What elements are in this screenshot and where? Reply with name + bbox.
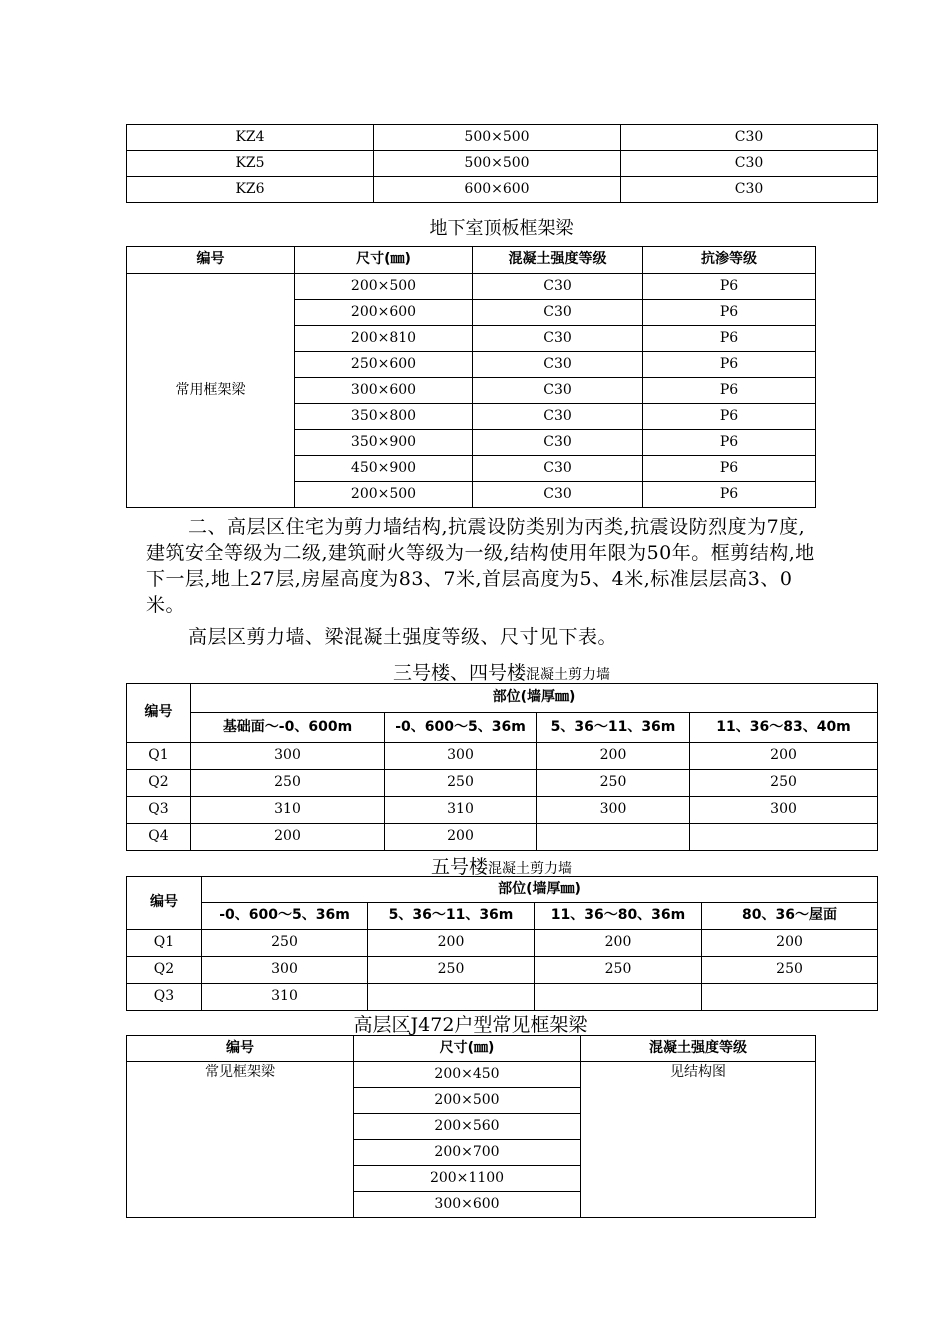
paragraph-text: 二、高层区住宅为剪力墙结构,抗震设防类别为丙类,抗震设防烈度为7度,建筑安全等级为二级,建筑耐火等级为一级,结构使用年限为50年。框剪结构,地下一层,地上27层,房屋高度为83、7米,首层高度为5、4米,标准层层高3、0米。: [146, 516, 815, 616]
table-cell: 300×600: [354, 1192, 581, 1218]
table-cell: 250: [368, 957, 535, 984]
table-cell: 200: [702, 930, 878, 957]
table-cell: 350×900: [295, 430, 473, 456]
table-cell: C30: [621, 177, 878, 203]
table-cell: 350×800: [295, 404, 473, 430]
table-cell: 310: [385, 797, 537, 824]
table-cell: P6: [643, 326, 816, 352]
table-cell: [535, 984, 702, 1011]
table-row: [127, 797, 878, 824]
table-cell: C30: [473, 300, 643, 326]
table-cell: P6: [643, 482, 816, 508]
table-cell: 200×500: [354, 1088, 581, 1114]
table-cell: 300: [385, 743, 537, 770]
table-header-row: [127, 684, 878, 713]
basement-beam-caption: 地下室顶板框架梁: [429, 218, 574, 239]
table-cell: 250: [191, 770, 385, 797]
j472-beam-table: [126, 1035, 816, 1218]
building5-caption: [126, 852, 877, 879]
column-header: 混凝土强度等级: [581, 1036, 816, 1062]
table-cell: 200×560: [354, 1114, 581, 1140]
table-cell: C30: [473, 378, 643, 404]
table-cell: 200: [535, 930, 702, 957]
table-header-row: [127, 247, 816, 274]
table-cell: 200: [537, 743, 690, 770]
j472-caption: 高层区J472户型常见框架梁: [353, 1014, 588, 1036]
table-cell: 600×600: [374, 177, 621, 203]
column-header: 混凝土强度等级: [473, 247, 643, 274]
table-cell: C30: [621, 151, 878, 177]
table-cell: C30: [473, 352, 643, 378]
table-cell: C30: [473, 456, 643, 482]
table-cell: C30: [473, 274, 643, 300]
table-cell: P6: [643, 378, 816, 404]
structure-description-paragraph: [146, 514, 816, 618]
caption-main: 三号楼、四号楼: [392, 662, 526, 684]
table-cell: 200×500: [295, 482, 473, 508]
table-cell: C30: [473, 430, 643, 456]
table-cell: 200×810: [295, 326, 473, 352]
caption-small: 混凝土剪力墙: [488, 861, 572, 877]
caption-main: 五号楼: [430, 856, 488, 878]
table-cell: 200: [368, 930, 535, 957]
table-cell: KZ6: [127, 177, 374, 203]
table-cell: 300: [690, 797, 878, 824]
table-row: [127, 984, 878, 1011]
table-header-row: [127, 903, 878, 930]
table-cell: Q1: [127, 930, 202, 957]
table-cell: 300: [202, 957, 368, 984]
column-header: 编号: [127, 247, 295, 274]
column-header: 尺寸(㎜): [354, 1036, 581, 1062]
table-cell: Q3: [127, 984, 202, 1011]
column-header: 5、36～11、36m: [537, 713, 690, 743]
table-cell: Q2: [127, 957, 202, 984]
table-cell: 500×500: [374, 125, 621, 151]
table-cell: C30: [473, 326, 643, 352]
basement-beam-table: [126, 246, 816, 508]
table-cell: 310: [191, 797, 385, 824]
table-row: [127, 930, 878, 957]
table-cell: 200×700: [354, 1140, 581, 1166]
group-label-cell: 常用框架梁: [127, 274, 295, 508]
column-header: 5、36～11、36m: [368, 903, 535, 930]
table-cell: Q4: [127, 824, 191, 851]
table-cell: [702, 984, 878, 1011]
table-cell: 300: [537, 797, 690, 824]
table-cell: 200×450: [354, 1062, 581, 1088]
table-cell: 450×900: [295, 456, 473, 482]
building34-wall-table: [126, 683, 878, 851]
table-cell: KZ5: [127, 151, 374, 177]
table-cell: 250: [690, 770, 878, 797]
kz-column-table: [126, 124, 878, 203]
table-header-row: [127, 713, 878, 743]
table-cell: P6: [643, 274, 816, 300]
table-cell: P6: [643, 430, 816, 456]
table-row: [127, 125, 878, 151]
paragraph-text: 高层区剪力墙、梁混凝土强度等级、尺寸见下表。: [188, 626, 618, 648]
group-header: 部位(墙厚㎜): [191, 684, 878, 713]
table-cell: P6: [643, 456, 816, 482]
table-cell: [537, 824, 690, 851]
column-header: -0、600～5、36m: [202, 903, 368, 930]
table-cell: Q3: [127, 797, 191, 824]
table-cell: 250: [702, 957, 878, 984]
column-header: 编号: [127, 684, 191, 743]
table-row: [127, 957, 878, 984]
table-cell: 200: [385, 824, 537, 851]
table-cell: 200×600: [295, 300, 473, 326]
table-cell: C30: [621, 125, 878, 151]
table-cell: 250: [537, 770, 690, 797]
group-header: 部位(墙厚㎜): [202, 877, 878, 903]
table-header-row: [127, 1036, 816, 1062]
column-header: 80、36～屋面: [702, 903, 878, 930]
building34-caption: [126, 658, 877, 685]
table-cell: P6: [643, 300, 816, 326]
table-row: [127, 770, 878, 797]
table-row: [127, 824, 878, 851]
building5-wall-table: [126, 876, 878, 1011]
table-cell: 250×600: [295, 352, 473, 378]
table-header-row: [127, 877, 878, 903]
table-cell: Q2: [127, 770, 191, 797]
column-header: 11、36～83、40m: [690, 713, 878, 743]
table-cell: 200: [191, 824, 385, 851]
table-cell: Q1: [127, 743, 191, 770]
table-row: [127, 1062, 816, 1088]
group-label-cell: 常见框架梁: [127, 1062, 354, 1218]
caption-small: 混凝土剪力墙: [526, 667, 610, 683]
table-cell: C30: [473, 482, 643, 508]
column-header: 编号: [127, 1036, 354, 1062]
grade-note-cell: 见结构图: [581, 1062, 816, 1218]
table-cell: 500×500: [374, 151, 621, 177]
table-cell: 200×1100: [354, 1166, 581, 1192]
table-cell: [690, 824, 878, 851]
column-header: 基础面～-0、600m: [191, 713, 385, 743]
table-cell: C30: [473, 404, 643, 430]
table-row: [127, 177, 878, 203]
table-cell: 310: [202, 984, 368, 1011]
table-cell: [368, 984, 535, 1011]
table-cell: 300: [191, 743, 385, 770]
column-header: 抗渗等级: [643, 247, 816, 274]
column-header: -0、600～5、36m: [385, 713, 537, 743]
table-cell: 250: [535, 957, 702, 984]
table-cell: 250: [202, 930, 368, 957]
table-cell: P6: [643, 352, 816, 378]
table-cell: 200: [690, 743, 878, 770]
column-header: 编号: [127, 877, 202, 930]
table-cell: KZ4: [127, 125, 374, 151]
table-cell: P6: [643, 404, 816, 430]
table-row: [127, 743, 878, 770]
table-cell: 250: [385, 770, 537, 797]
table-cell: 300×600: [295, 378, 473, 404]
table-cell: 200×500: [295, 274, 473, 300]
table-row: [127, 151, 878, 177]
intro-paragraph: [146, 624, 816, 650]
column-header: 尺寸(㎜): [295, 247, 473, 274]
table-row: [127, 274, 816, 300]
column-header: 11、36～80、36m: [535, 903, 702, 930]
